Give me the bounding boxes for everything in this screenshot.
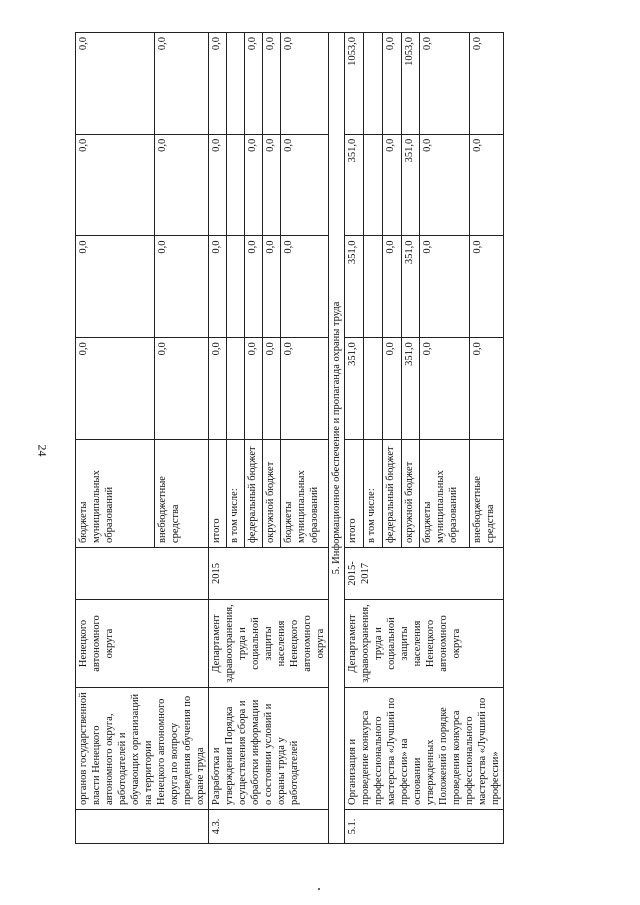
- executor-cell: Департамент здравоохранения, труда и социальной защиты населения Ненецкого автономного округа: [209, 600, 329, 688]
- section-row: [329, 33, 345, 844]
- value-cell: 0,0: [245, 236, 263, 338]
- value-cell: 351,0: [401, 338, 420, 440]
- value-cell: 0,0: [209, 134, 227, 236]
- source-cell: в том числе:: [363, 440, 382, 548]
- item-number-cell: [76, 810, 209, 844]
- source-cell: внебюджетные средства: [154, 440, 208, 548]
- value-cell: 0,0: [281, 338, 329, 440]
- source-cell: итого: [345, 440, 364, 548]
- value-cell: 0,0: [154, 236, 208, 338]
- value-cell: 0,0: [263, 338, 281, 440]
- source-cell: бюджеты муниципальных образований: [76, 440, 155, 548]
- value-cell: 0,0: [420, 236, 469, 338]
- source-cell: федеральный бюджет: [245, 440, 263, 548]
- event-cell: Разработка и утверждения Порядка осуществления сбора и обработки информации о состоянии условий и охраны труда у работодателей: [209, 688, 329, 810]
- value-cell: [227, 236, 245, 338]
- event-cell: Организация и проведение конкурса профессионального мастерства «Лучший по профессии» на основании утвержденных Положений о порядке проведения конкурса профессионального мастерства «Лучший по профессии»: [345, 688, 504, 810]
- value-cell: 0,0: [382, 236, 401, 338]
- value-cell: 0,0: [420, 134, 469, 236]
- value-cell: 0,0: [76, 236, 155, 338]
- rotated-page: [75, 32, 601, 844]
- value-cell: 0,0: [76, 338, 155, 440]
- value-cell: 0,0: [382, 338, 401, 440]
- value-cell: 0,0: [154, 33, 208, 135]
- executor-cell: Департамент здравоохранения, труда и социальной защиты населения Ненецкого автономного округа: [345, 600, 504, 688]
- value-cell: 351,0: [401, 236, 420, 338]
- value-cell: 0,0: [263, 33, 281, 135]
- source-cell: окружной бюджет: [401, 440, 420, 548]
- value-cell: [363, 236, 382, 338]
- value-cell: [363, 338, 382, 440]
- value-cell: 0,0: [281, 134, 329, 236]
- source-cell: бюджеты муниципальных образований: [281, 440, 329, 548]
- value-cell: 0,0: [245, 338, 263, 440]
- value-cell: [363, 33, 382, 135]
- value-cell: 1053,0: [401, 33, 420, 135]
- value-cell: 0,0: [469, 338, 503, 440]
- value-cell: 0,0: [281, 33, 329, 135]
- value-cell: 0,0: [420, 33, 469, 135]
- table-row: [209, 33, 227, 844]
- value-cell: 0,0: [209, 33, 227, 135]
- value-cell: 0,0: [382, 33, 401, 135]
- value-cell: [227, 134, 245, 236]
- value-cell: 0,0: [469, 33, 503, 135]
- value-cell: 351,0: [401, 134, 420, 236]
- value-cell: 351,0: [345, 338, 364, 440]
- source-cell: бюджеты муниципальных образований: [420, 440, 469, 548]
- year-cell: 2015: [209, 548, 329, 600]
- source-cell: в том числе:: [227, 440, 245, 548]
- source-cell: внебюджетные средства: [469, 440, 503, 548]
- value-cell: [227, 338, 245, 440]
- event-cell: органов государственной власти Ненецкого автономного округа, работодателей и обучающих организаций на территории Ненецкого автономного округа по вопросу проведения обучения по охране труда: [76, 688, 209, 810]
- source-cell: окружной бюджет: [263, 440, 281, 548]
- value-cell: 0,0: [263, 134, 281, 236]
- source-cell: федеральный бюджет: [382, 440, 401, 548]
- value-cell: 0,0: [245, 33, 263, 135]
- year-cell: [76, 548, 209, 600]
- value-cell: [227, 33, 245, 135]
- scan-speck: [318, 888, 320, 890]
- value-cell: 0,0: [281, 236, 329, 338]
- source-cell: итого: [209, 440, 227, 548]
- value-cell: 0,0: [245, 134, 263, 236]
- section-title: 5. Информационное обеспечение и пропаганда охраны труда: [329, 33, 345, 844]
- program-table: [75, 32, 504, 844]
- item-number-cell: 4.3.: [209, 810, 329, 844]
- value-cell: 351,0: [345, 236, 364, 338]
- value-cell: 0,0: [469, 236, 503, 338]
- value-cell: 0,0: [154, 134, 208, 236]
- page-number: 24: [35, 444, 50, 457]
- item-number-cell: 5.1.: [345, 810, 504, 844]
- value-cell: 0,0: [420, 338, 469, 440]
- value-cell: 351,0: [345, 134, 364, 236]
- value-cell: 1053,0: [345, 33, 364, 135]
- value-cell: 0,0: [263, 236, 281, 338]
- table-row: [345, 33, 364, 844]
- value-cell: 0,0: [76, 33, 155, 135]
- value-cell: 0,0: [469, 134, 503, 236]
- value-cell: 0,0: [76, 134, 155, 236]
- executor-cell: Ненецкого автономного округа: [76, 600, 209, 688]
- value-cell: 0,0: [209, 236, 227, 338]
- value-cell: [363, 134, 382, 236]
- value-cell: 0,0: [209, 338, 227, 440]
- value-cell: 0,0: [382, 134, 401, 236]
- table-row: [76, 33, 155, 844]
- year-cell: 2015-2017: [345, 548, 504, 600]
- value-cell: 0,0: [154, 338, 208, 440]
